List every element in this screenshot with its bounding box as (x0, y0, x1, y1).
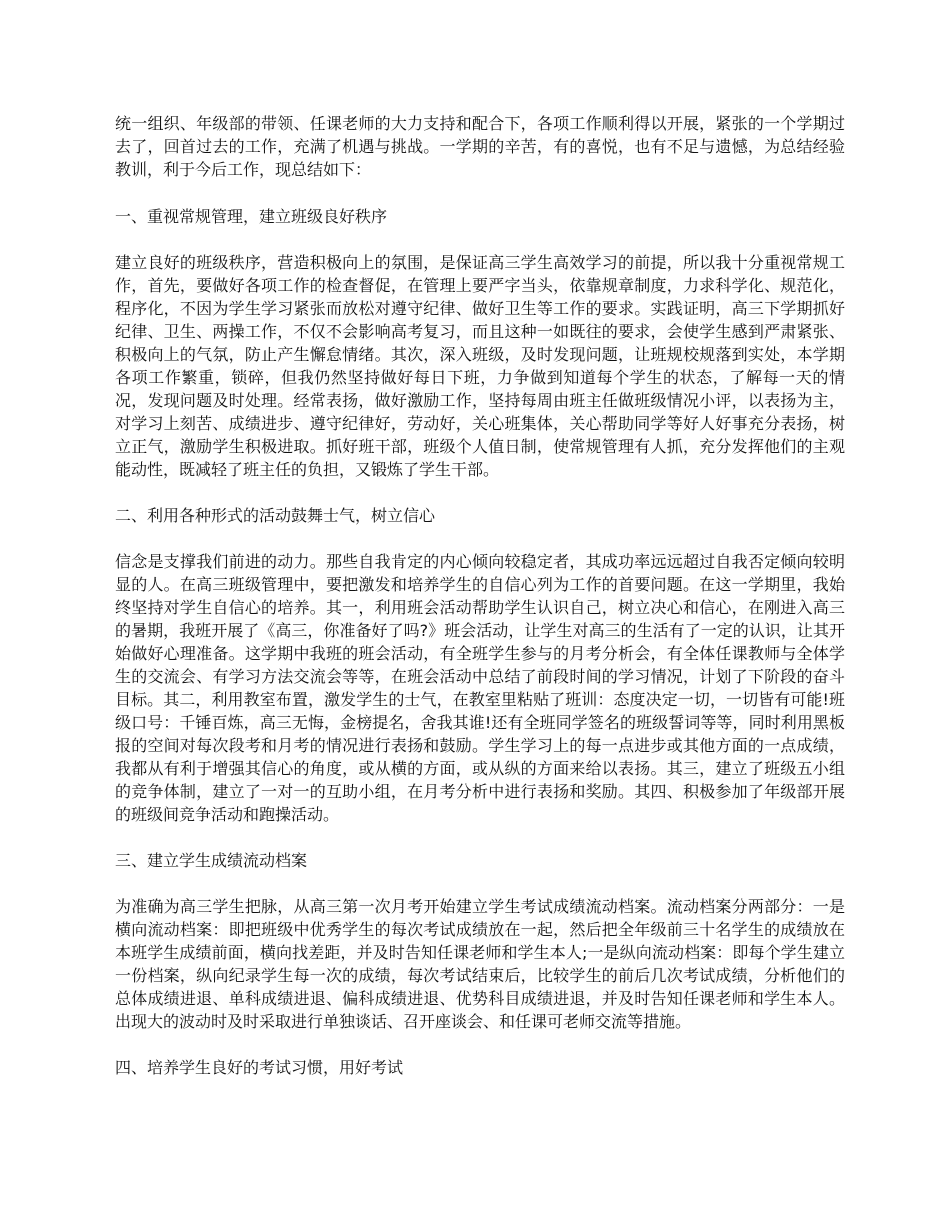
document-page (115, 112, 845, 1079)
section-1-body: 建立良好的班级秩序，营造积极向上的氛围，是保证高三学生高效学习的前提，所以我十分重视常规工作，首先，要做好各项工作的检查督促，在管理上要严字当头，依靠规章制度，力求科学化、规范化，程序化，不因为学生学习紧张而放松对遵守纪律、做好卫生等工作的要求。实践证明，高三下学期抓好纪律、卫生、两操工作，不仅不会影响高考复习，而且这种一如既往的要求，会使学生感到严肃紧张、积极向上的气氛，防止产生懈怠情绪。其次，深入班级，及时发现问题，让班规校规落到实处，本学期各项工作繁重，锁碎，但我仍然坚持做好每日下班，力争做到知道每个学生的状态，了解每一天的情况，发现问题及时处理。经常表扬，做好激励工作，坚持每周由班主任做班级情况小评，以表扬为主，对学习上刻苦、成绩进步、遵守纪律好，劳动好，关心班集体，关心帮助同学等好人好事充分表扬，树立正气，激励学生积极进取。抓好班干部，班级个人值日制，使常规管理有人抓，充分发挥他们的主观能动性，既减轻了班主任的负担，又锻炼了学生干部。 (115, 253, 845, 479)
section-3-heading: 三、建立学生成绩流动档案 (115, 851, 308, 870)
section-2-heading: 二、利用各种形式的活动鼓舞士气，树立信心 (115, 506, 436, 525)
section-4-heading: 四、培养学生良好的考试习惯，用好考试 (115, 1058, 404, 1077)
intro-paragraph: 统一组织、年级部的带领、任课老师的大力支持和配合下，各项工作顺利得以开展，紧张的一个学期过去了，回首过去的工作，充满了机遇与挑战。一学期的辛苦，有的喜悦，也有不足与遗憾，为总结经验教训，利于今后工作，现总结如下： (115, 114, 845, 179)
section-3-body: 为准确为高三学生把脉，从高三第一次月考开始建立学生考试成绩流动档案。流动档案分两部分：一是横向流动档案：即把班级中优秀学生的每次考试成绩放在一起，然后把全年级前三十名学生的成绩放在本班学生成绩前面，横向找差距，并及时告知任课老师和学生本人;一是纵向流动档案：即每个学生建立一份档案，纵向纪录学生每一次的成绩，每次考试结束后，比较学生的前后几次考试成绩，分析他们的总体成绩进退、单科成绩进退、偏科成绩进退、优势科目成绩进退，并及时告知任课老师和学生本人。出现大的波动时及时采取进行单独谈话、召开座谈会、和任课可老师交流等措施。 (115, 897, 845, 1031)
section-2-body: 信念是支撑我们前进的动力。那些自我肯定的内心倾向较稳定者，其成功率远远超过自我否定倾向较明显的人。在高三班级管理中，要把激发和培养学生的自信心列为工作的首要问题。在这一学期里，我始终坚持对学生自信心的培养。其一，利用班会活动帮助学生认识自己，树立决心和信心，在刚进入高三的暑期，我班开展了《高三，你准备好了吗?》班会活动，让学生对高三的生活有了一定的认识，让其开始做好心理准备。这学期中我班的班会活动，有全班学生参与的月考分析会，有全体任课教师与全体学生的交流会、有学习方法交流会等等，在班会活动中总结了前段时间的学习情况，计划了下阶段的奋斗目标。其二，利用教室布置，激发学生的士气，在教室里粘贴了班训：态度决定一切，一切皆有可能!班级口号：千锤百炼，高三无悔，金榜提名，舍我其谁!还有全班同学签名的班级誓词等等，同时利用黑板报的空间对每次段考和月考的情况进行表扬和鼓励。学生学习上的每一点进步或其他方面的一点成绩，我都从有利于增强其信心的角度，或从横的方面，或从纵的方面来给以表扬。其三，建立了班级五小组的竞争体制，建立了一对一的互助小组，在月考分析中进行表扬和奖励。其四、积极参加了年级部开展的班级间竞争活动和跑操活动。 (115, 552, 845, 824)
section-1-heading: 一、重视常规管理，建立班级良好秩序 (115, 207, 388, 226)
